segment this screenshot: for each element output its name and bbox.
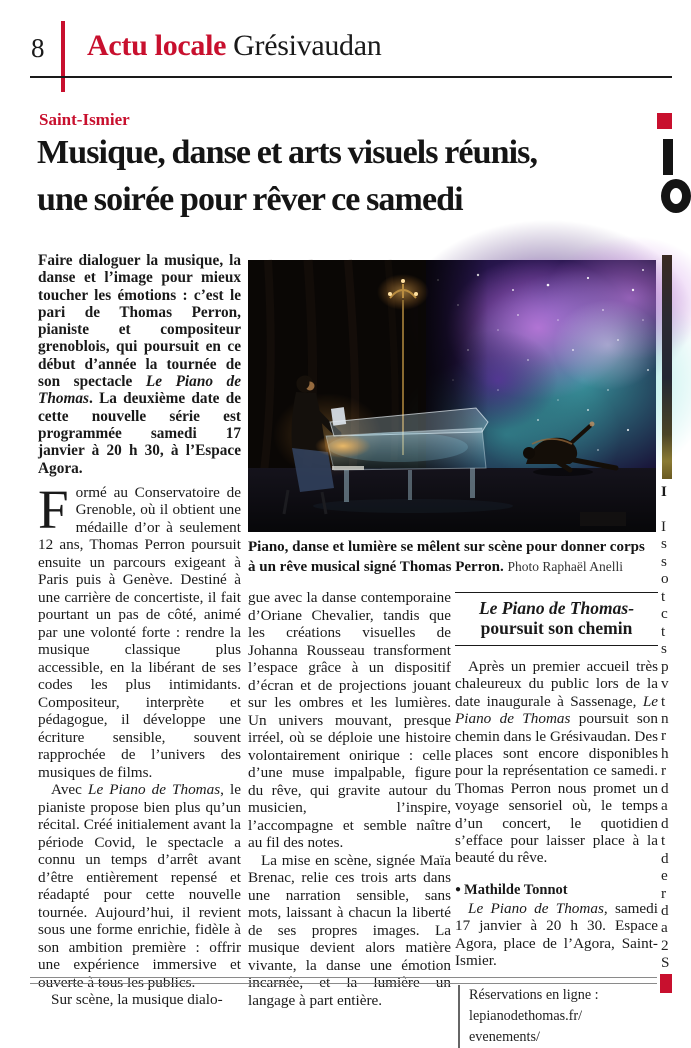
photo-caption-text: Piano, danse et lumière se mêlent sur scène pour donner corps à un rêve musical signé Thomas Perron. [248,539,645,575]
subarticle-rule-bottom [455,645,658,646]
subarticle-title [455,593,658,645]
column-left [38,252,241,1009]
adjacent-article-text-fragments: I s s o t c t s p v t n r h r d a d t d e r d a 2 S [661,518,670,972]
article-headline [37,129,665,223]
floor-reflection [313,499,513,513]
headline-line-1: Musique, danse et arts visuels réunis, [37,134,538,171]
body-paragraph-3: Sur scène, la musique dialo- [51,991,223,1009]
adjacent-article-photo-fragment [662,255,672,479]
body-paragraph-4: gue avec la danse contemporaine d’Oriane Chevalier, tandis que les créations visuelles de Johanna Rousseau transforment l’espace grâce à un dispositif d’écran et de projections jouant sur les ombres et les lumières. Un univers mouvant, presque irréel, où se déploie une histoire volontairement onirique : celle d’une muse impalpable, figure du rêve, qui gravite autour du musicien, l’inspire, l’accompagne et semble naître au fil des notes. [248,589,451,851]
body-paragraph-5: La mise en scène, signée Maïa Brenac, relie ces trois arts dans une narration sensible, sans mots, laissant à chacun la liberté de ses propres images. La musique devient alors matière vivante, la danse une émotion incarnée, et la lumière un langage à part entière. [248,851,451,1009]
subarticle-event-info: Le Piano de Thomas, samedi 17 janvier à 20 h 30. Espace Agora, place de l’Agora, Saint-Ismier. [455,900,658,970]
adjacent-article-red-block [660,974,672,993]
body-paragraph-2: Avec Le Piano de Thomas, le pianiste propose bien plus qu’un récital. Créé initialement avant la période Covid, le spectacle a connu un temps d’arrêt avant d’être entièrement repensé et réadapté pour cette nouvelle tournée. Aujourd’hui, il revient sous une forme enrichie, fidèle à son ambition première : offrir une expérience immersive et ouverte à tous les publics. [38,781,241,991]
article-body-left [38,478,241,1009]
body-paragraph-1: Formé au Conservatoire de Grenoble, où il obtient une médaille d’or à seulement 12 ans, Thomas Perron poursuit ensuite un parcours exigeant à Paris puis à Genève. Destiné à une carrière de concertiste, il fait pourtant un pas de côté, animé par une volonté forte : rendre la musique classique plus accessible, en la libérant de ses codes les plus intimidants. Compositeur, interprète et pédagogue, il développe une écriture sensible, souvent rapprochée de l’univers des musiques de films. [38,478,241,781]
dropcap: F [38,478,69,540]
bottom-double-rule [30,977,657,984]
page-number: 8 [31,33,45,63]
booking-block: Réservations en ligne : lepianodethomas.fr/ evenements/ [458,985,658,1048]
section-heading [87,29,381,63]
stage-speaker [580,512,626,526]
adjacent-article-headline-fragment-2 [661,179,691,213]
subarticle-byline [455,882,658,899]
section-name: Actu locale [87,29,227,62]
stage-photo-figure [248,260,656,577]
section-red-bar [61,21,65,92]
subarticle-title-line-2: poursuit son chemin [480,618,633,638]
adjacent-article-headline-fragment-1 [663,139,673,175]
column-middle [248,589,451,1009]
adjacent-article-kicker-fragment [657,113,672,129]
subarticle-title-line-1: Le Piano de Thomas- [478,598,635,618]
article-kicker: Saint-Ismier [39,110,130,129]
headline-line-2: une soirée pour rêver ce samedi [37,181,463,218]
stage-photo-illustration [248,260,656,532]
photo-caption [248,538,656,577]
subarticle-body: Après un premier accueil très chaleureux du public lors de la date inaugurale à Sassenage, Le Piano de Thomas poursuit son chemin dans le Grésivaudan. Des places sont encore disponibles pour la représentation ce samedi. Thomas Perron nous promet un voyage sensoriel où, le temps d’un concert, le quotidien s’efface pour laisser place à la beauté du rêve. [455,658,658,867]
photo-credit: Photo Raphaël Anelli [507,559,623,574]
adjacent-article-caption-fragment: I [661,484,667,500]
byline-bullet-icon: ● [455,884,462,896]
subarticle-box [455,592,658,1045]
section-edition: Grésivaudan [233,29,382,62]
article-intro: Faire dialoguer la musique, la danse et l’image pour mieux toucher les émotions : c’est le pari de Thomas Perron, pianiste et compositeur grenoblois, qui poursuit en ce début d’année la tournée de son spectacle Le Piano de Thomas. La deuxième date de cette nouvelle série est programmée samedi 17 janvier à 20 h 30, à l’Espace Agora. [38,252,241,477]
header-rule [30,76,672,78]
byline-name: Mathilde Tonnot [464,882,568,899]
